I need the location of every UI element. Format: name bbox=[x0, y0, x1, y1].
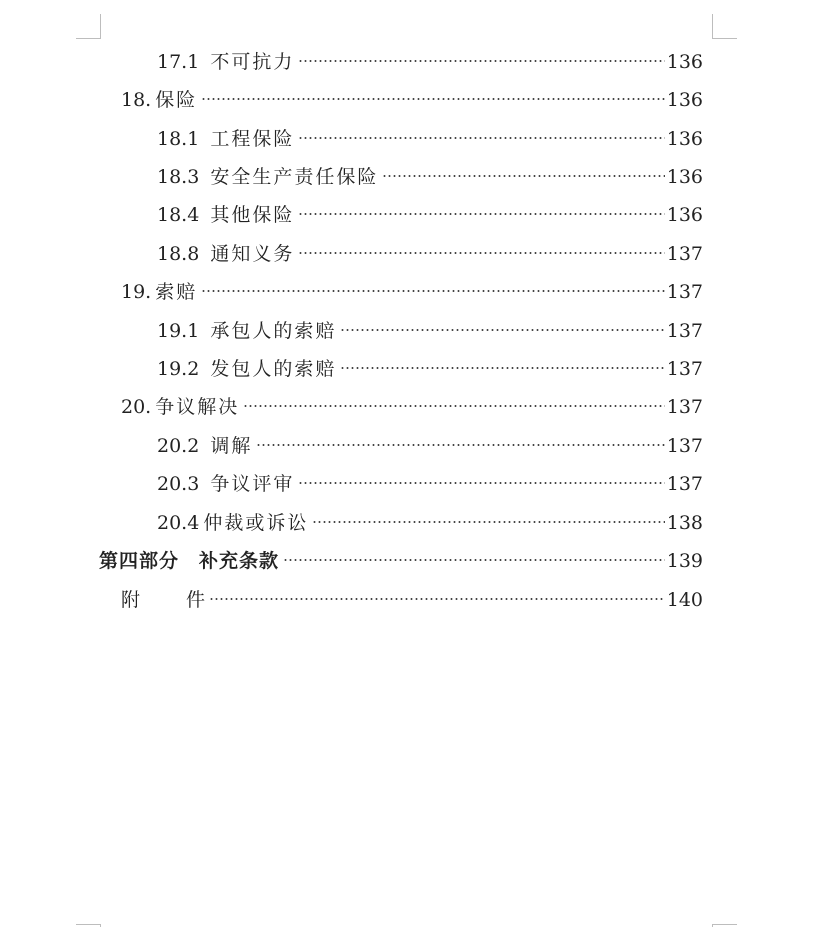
toc-entry-19[interactable] bbox=[121, 273, 703, 311]
toc-entry-number: 18. bbox=[121, 89, 152, 111]
crop-mark-top-right bbox=[712, 14, 737, 39]
toc-entry-20-4[interactable] bbox=[157, 504, 703, 542]
toc-leader-dots bbox=[243, 404, 665, 408]
toc-entry-title: 安全生产责任保险 bbox=[210, 166, 379, 188]
toc-entry-part-4[interactable] bbox=[99, 542, 703, 580]
toc-page-number: 136 bbox=[666, 166, 703, 188]
toc-page-number: 137 bbox=[666, 320, 703, 342]
toc-leader-dots bbox=[382, 174, 664, 178]
toc-entry-19-1[interactable] bbox=[157, 312, 703, 350]
toc-entry-title: 仲裁或诉讼 bbox=[203, 512, 309, 534]
toc-leader-dots bbox=[201, 289, 665, 293]
toc-page-number: 137 bbox=[666, 435, 703, 457]
toc-entry-title: 不可抗力 bbox=[210, 51, 295, 73]
toc-entry-number: 19.1 bbox=[157, 320, 200, 342]
toc-appendix-char-2: 件 bbox=[186, 589, 206, 611]
toc-page-number: 137 bbox=[666, 243, 703, 265]
toc-entry-number: 20.3 bbox=[157, 473, 200, 495]
toc-leader-dots bbox=[209, 597, 665, 601]
toc-leader-dots bbox=[298, 59, 664, 63]
toc-entry-title: 争议解决 bbox=[155, 396, 240, 418]
toc-entry-title: 保险 bbox=[155, 89, 198, 111]
toc-entry-number: 17.1 bbox=[157, 51, 200, 73]
toc-entry-number: 18.3 bbox=[157, 166, 200, 188]
toc-entry-number: 18.1 bbox=[157, 128, 200, 150]
toc-entry-18[interactable] bbox=[121, 81, 703, 119]
toc-entry-19-2[interactable] bbox=[157, 350, 703, 388]
toc-entry-number: 19.2 bbox=[157, 358, 200, 380]
toc-leader-dots bbox=[340, 366, 664, 370]
toc-entry-title: 其他保险 bbox=[210, 204, 295, 226]
toc-entry-title: 补充条款 bbox=[199, 550, 280, 572]
toc-entry-number: 18.4 bbox=[157, 204, 200, 226]
toc-leader-dots bbox=[298, 212, 664, 216]
toc-entry-18-3[interactable] bbox=[157, 158, 703, 196]
toc-entry-20-2[interactable] bbox=[157, 427, 703, 465]
toc-leader-dots bbox=[312, 520, 664, 524]
toc-entry-title: 通知义务 bbox=[210, 243, 295, 265]
toc-entry-title: 争议评审 bbox=[210, 473, 295, 495]
toc-entry-number: 20.4 bbox=[157, 512, 200, 534]
toc-page-number: 137 bbox=[666, 358, 703, 380]
toc-entry-18-4[interactable] bbox=[157, 196, 703, 234]
toc-leader-dots bbox=[201, 97, 665, 101]
toc-entry-title: 工程保险 bbox=[210, 128, 295, 150]
toc-entry-title: 调解 bbox=[210, 435, 253, 457]
toc-entry-20-3[interactable] bbox=[157, 465, 703, 503]
toc-entry-18-8[interactable] bbox=[157, 235, 703, 273]
toc-page-number: 136 bbox=[666, 51, 703, 73]
toc-part-label: 第四部分 bbox=[99, 550, 180, 572]
toc-leader-dots bbox=[298, 251, 664, 255]
toc-page-number: 140 bbox=[666, 589, 703, 611]
toc-entry-17-1[interactable] bbox=[157, 43, 703, 81]
toc-leader-dots bbox=[256, 443, 664, 447]
toc-entry-title: 承包人的索赔 bbox=[210, 320, 337, 342]
toc-page-number: 136 bbox=[666, 204, 703, 226]
toc-entry-title: 发包人的索赔 bbox=[210, 358, 337, 380]
toc-entry-number: 19. bbox=[121, 281, 152, 303]
toc-page-number: 137 bbox=[666, 281, 703, 303]
toc-entry-20[interactable] bbox=[121, 388, 703, 426]
toc-entry-number: 18.8 bbox=[157, 243, 200, 265]
toc-entry-title: 索赔 bbox=[155, 281, 198, 303]
toc-page-number: 136 bbox=[666, 89, 703, 111]
toc-entry-18-1[interactable] bbox=[157, 120, 703, 158]
toc-entry-number: 20.2 bbox=[157, 435, 200, 457]
toc-page-number: 138 bbox=[666, 512, 703, 534]
toc-leader-dots bbox=[298, 481, 664, 485]
toc-leader-dots bbox=[298, 136, 664, 140]
toc-page-number: 139 bbox=[666, 550, 703, 572]
toc-page-number: 136 bbox=[666, 128, 703, 150]
toc-page-number: 137 bbox=[666, 396, 703, 418]
toc-entry-appendix[interactable] bbox=[121, 581, 703, 619]
toc-entry-number: 20. bbox=[121, 396, 152, 418]
toc-appendix-char-1: 附 bbox=[121, 589, 141, 611]
toc-page-number: 137 bbox=[666, 473, 703, 495]
crop-mark-top-left bbox=[76, 14, 101, 39]
toc-leader-dots bbox=[283, 558, 665, 562]
toc-leader-dots bbox=[340, 328, 664, 332]
